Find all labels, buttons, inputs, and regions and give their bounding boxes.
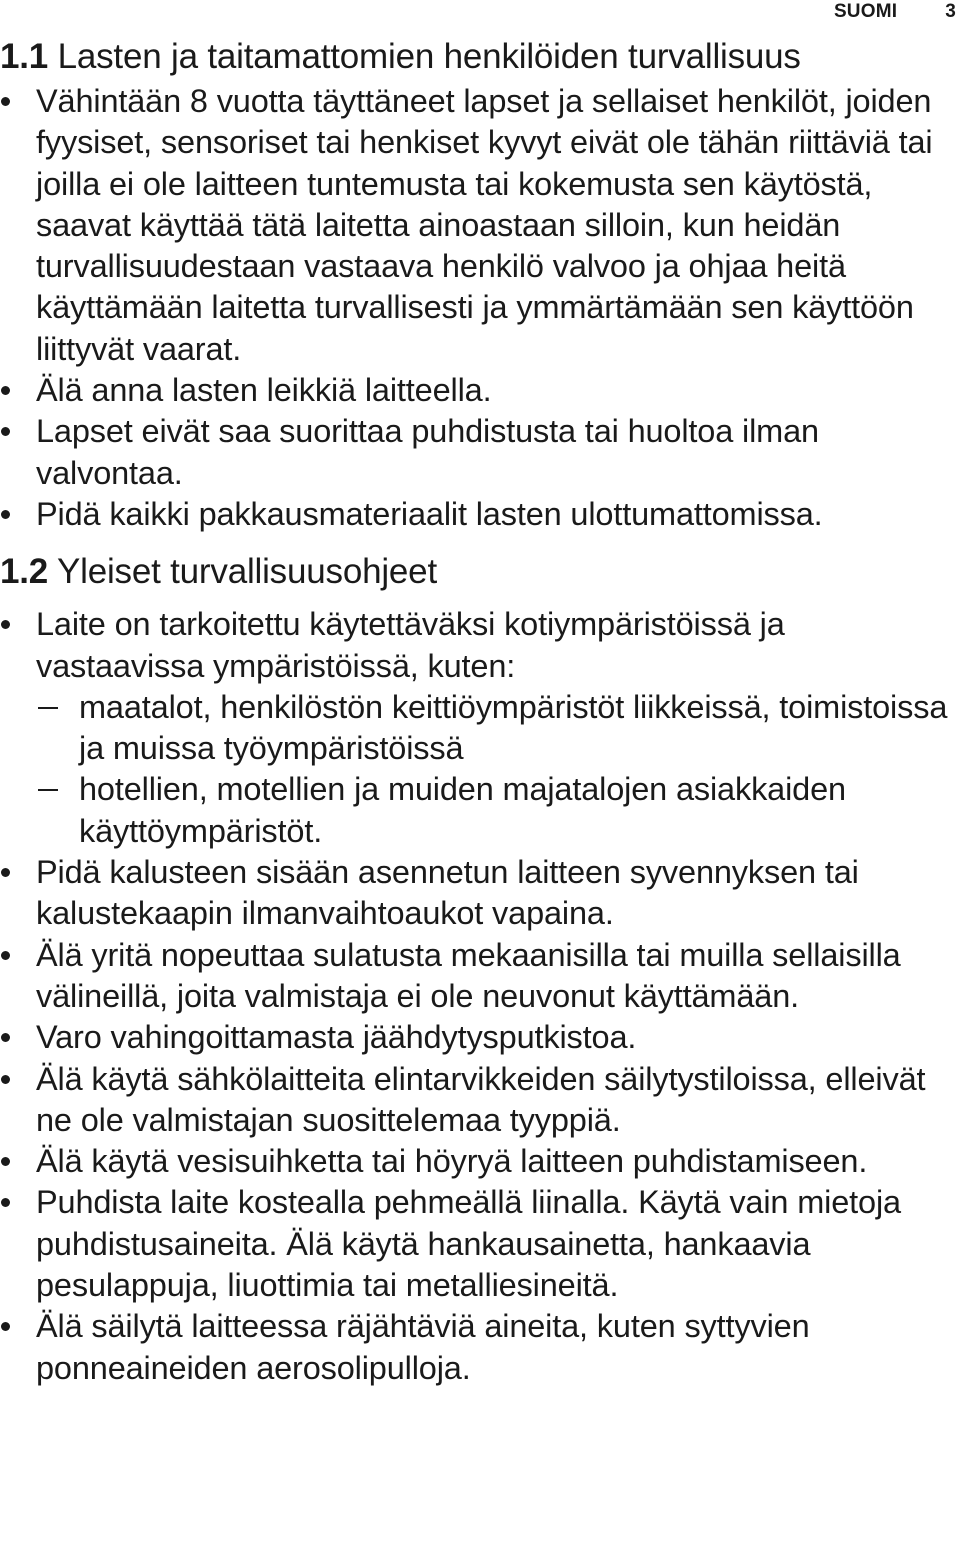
bullet-icon (1, 1322, 10, 1331)
list-item-text: Lapset eivät saa suorittaa puhdistusta tai huoltoa ilman valvontaa. (36, 413, 819, 491)
section-number-prefix: 1. (0, 552, 29, 592)
bullet-icon (1, 386, 10, 395)
list-item (0, 494, 960, 535)
list-item-text: Pidä kaikki pakkausmateriaalit lasten ulottumattomissa. (36, 495, 823, 532)
section-title (0, 551, 960, 592)
list-item-text: Laite on tarkoitettu käytettäväksi kotiympäristöissä ja vastaavissa ympäristöissä, kuten: (36, 606, 785, 684)
document-body (0, 36, 960, 1389)
sub-list-item-text: hotellien, motellien ja muiden majatalojen asiakkaiden käyttöympäristöt. (79, 771, 846, 849)
section-child-safety (0, 36, 960, 535)
bullet-icon (1, 427, 10, 436)
bullet-icon (1, 1198, 10, 1207)
list-item-text: Älä käytä vesisuihketta tai höyryä laitteen puhdistamiseen. (36, 1143, 868, 1180)
language-label: SUOMI (833, 1, 898, 22)
list-item-text: Pidä kalusteen sisään asennetun laitteen syvennyksen tai kalustekaapin ilmanvaihtoaukot vapaina. (36, 854, 859, 932)
list-item (0, 1182, 960, 1306)
bullet-list (0, 604, 960, 1389)
page-header (834, 0, 956, 24)
list-item (0, 604, 960, 852)
dash-list (36, 687, 960, 852)
bullet-icon (1, 510, 10, 519)
bullet-list (0, 81, 960, 535)
sub-list-item (0, 687, 960, 770)
list-item-text: Älä yritä nopeuttaa sulatusta mekaanisilla tai muilla sellaisilla välineillä, joita valmistaja ei ole neuvonut käyttämään. (36, 936, 901, 1014)
list-item (0, 411, 960, 494)
list-item (0, 1141, 960, 1182)
section-title (0, 36, 960, 77)
list-item (0, 1306, 960, 1389)
dash-icon (38, 707, 58, 709)
list-item (0, 935, 960, 1018)
bullet-icon (1, 951, 10, 960)
bullet-icon (1, 620, 10, 629)
list-item (0, 370, 960, 411)
sub-list-item-text: maatalot, henkilöstön keittiöympäristöt liikkeissä, toimistoissa ja muissa työympäristöissä (79, 688, 948, 767)
list-item (0, 852, 960, 935)
section-general-safety (0, 551, 960, 1389)
section-number-prefix: 1. (0, 37, 29, 76)
list-item (0, 1059, 960, 1142)
list-item (0, 81, 960, 370)
section-number-suffix: 1 (28, 37, 49, 76)
page-number: 3 (945, 1, 956, 22)
list-item-text: Älä käytä sähkölaitteita elintarvikkeiden säilytystiloissa, elleivät ne ole valmistajan suosittelemaa tyyppiä. (36, 1060, 926, 1138)
bullet-icon (1, 1075, 10, 1084)
bullet-icon (1, 97, 10, 106)
section-title-text: Yleiset turvallisuusohjeet (56, 552, 437, 592)
section-number-suffix: 2 (28, 552, 49, 592)
list-item (0, 1017, 960, 1058)
bullet-icon (1, 1157, 10, 1166)
sub-list-item (0, 769, 960, 852)
list-item-text: Vähintään 8 vuotta täyttäneet lapset ja sellaiset henkilöt, joiden fyysiset, sensoriset tai henkiset kyvyt eivät ole tähän riittäviä tai joilla ei ole laitteen tuntemusta tai kokemusta sen käytöstä, saavat käyttää tätä laitetta ainoastaan silloin, kun heidän turvallisuudestaan vastaava henkilö valvoo ja ohjaa heitä käyttämään laitetta turvallisesti ja ymmärtämään sen käyttöön liittyvät vaarat. (36, 83, 933, 367)
bullet-icon (1, 868, 10, 877)
section-title-text: Lasten ja taitamattomien henkilöiden turvallisuus (57, 37, 801, 76)
list-item-text: Älä säilytä laitteessa räjähtäviä aineita, kuten syttyvien ponneaineiden aerosolipulloja. (36, 1308, 810, 1386)
list-item-text: Älä anna lasten leikkiä laitteella. (36, 372, 492, 409)
bullet-icon (1, 1033, 10, 1042)
list-item-text: Puhdista laite kostealla pehmeällä liinalla. Käytä vain mietoja puhdistusaineita. Älä käytä hankausainetta, hankaavia pesulappuja, liuottimia tai metalliesineitä. (36, 1184, 901, 1304)
dash-icon (38, 789, 58, 791)
list-item-text: Varo vahingoittamasta jäähdytysputkistoa. (36, 1019, 637, 1056)
